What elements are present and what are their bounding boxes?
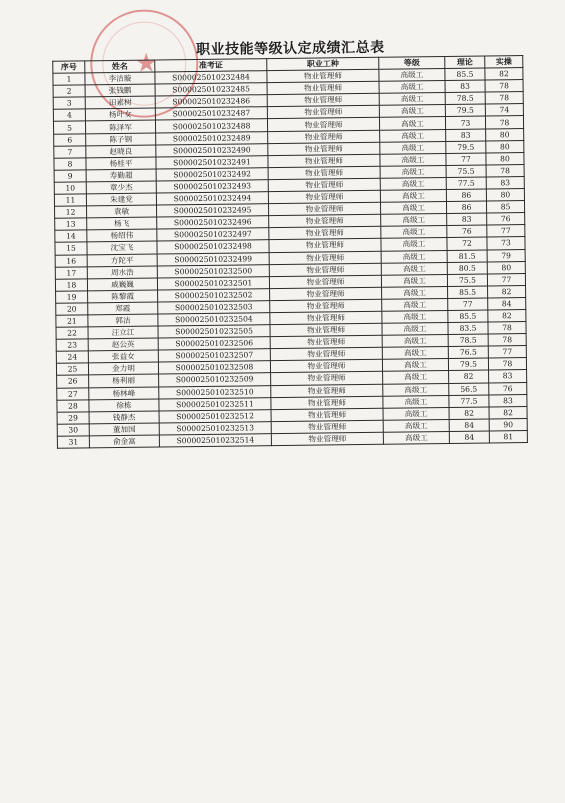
cell-occupation: 物业管理师 (267, 106, 379, 119)
cell-seq: 12 (55, 206, 87, 218)
cell-seq: 31 (57, 436, 89, 448)
cell-occupation: 物业管理师 (271, 396, 383, 409)
cell-name: 董加国 (89, 423, 159, 436)
cell-ticket-no: S000025010232512 (159, 409, 271, 422)
cell-practice: 80 (486, 152, 524, 165)
cell-occupation: 物业管理师 (271, 372, 383, 385)
cell-ticket-no: S000025010232497 (157, 228, 269, 241)
cell-practice: 79 (487, 249, 525, 262)
cell-occupation: 物业管理师 (270, 311, 382, 324)
cell-theory: 86 (446, 201, 486, 214)
cell-occupation: 物业管理师 (269, 275, 381, 288)
cell-seq: 17 (55, 266, 87, 278)
cell-practice: 82 (489, 406, 527, 419)
cell-ticket-no: S000025010232499 (157, 252, 269, 265)
cell-occupation: 物业管理师 (270, 348, 382, 361)
cell-seq: 3 (53, 97, 85, 109)
cell-name: 徐栋 (89, 399, 159, 412)
cell-occupation: 物业管理师 (269, 202, 381, 215)
cell-practice: 80 (487, 261, 525, 274)
cell-theory: 84 (449, 431, 489, 444)
cell-occupation: 物业管理师 (270, 360, 382, 373)
cell-practice: 80 (486, 189, 524, 202)
cell-name: 杨飞 (87, 217, 157, 230)
cell-occupation: 物业管理师 (267, 69, 379, 82)
cell-theory: 76 (447, 225, 487, 238)
cell-occupation: 物业管理师 (270, 323, 382, 336)
cell-theory: 85.5 (448, 310, 488, 323)
cell-practice: 78 (488, 334, 526, 347)
cell-level: 高级工 (380, 177, 446, 190)
cell-name: 张益女 (88, 350, 158, 363)
cell-ticket-no: S000025010232507 (158, 349, 270, 362)
cell-seq: 18 (55, 279, 87, 291)
cell-level: 高级工 (380, 129, 446, 142)
cell-name: 陈子钢 (86, 133, 156, 146)
cell-level: 高级工 (381, 226, 447, 239)
header-level: 等级 (379, 56, 445, 69)
cell-theory: 79.5 (448, 358, 488, 371)
cell-theory: 83.5 (448, 322, 488, 335)
cell-name: 李洁璇 (85, 72, 155, 85)
cell-name: 郑霞 (88, 302, 158, 315)
cell-practice: 78 (485, 92, 523, 105)
cell-name: 郭洁 (88, 314, 158, 327)
cell-seq: 19 (56, 291, 88, 303)
cell-seq: 22 (56, 327, 88, 339)
cell-ticket-no: S000025010232510 (159, 385, 271, 398)
cell-seq: 4 (53, 109, 85, 121)
cell-name: 杨叶女 (85, 108, 155, 121)
cell-theory: 77 (448, 298, 488, 311)
cell-name: 陈黎霞 (88, 290, 158, 303)
cell-name: 钱静杰 (89, 411, 159, 424)
cell-theory: 72 (447, 237, 487, 250)
cell-ticket-no: S000025010232506 (158, 337, 270, 350)
cell-practice: 77 (487, 225, 525, 238)
cell-ticket-no: S000025010232495 (157, 204, 269, 217)
cell-practice: 83 (489, 394, 527, 407)
cell-level: 高级工 (382, 298, 448, 311)
cell-name: 朱建党 (86, 193, 156, 206)
cell-theory: 86 (446, 189, 486, 202)
cell-occupation: 物业管理师 (269, 227, 381, 240)
cell-ticket-no: S000025010232511 (159, 397, 271, 410)
cell-name: 杨林峰 (89, 387, 159, 400)
cell-seq: 26 (57, 375, 89, 387)
cell-level: 高级工 (383, 419, 449, 432)
cell-ticket-no: S000025010232498 (157, 240, 269, 253)
cell-level: 高级工 (382, 323, 448, 336)
cell-practice: 80 (486, 140, 524, 153)
cell-seq: 5 (53, 121, 85, 133)
cell-level: 高级工 (381, 214, 447, 227)
cell-practice: 77 (488, 346, 526, 359)
cell-seq: 28 (57, 399, 89, 411)
cell-ticket-no: S000025010232502 (158, 288, 270, 301)
cell-level: 高级工 (380, 190, 446, 203)
cell-occupation: 物业管理师 (267, 118, 379, 131)
cell-ticket-no: S000025010232485 (155, 83, 267, 96)
cell-occupation: 物业管理师 (271, 384, 383, 397)
cell-occupation: 物业管理师 (267, 94, 379, 107)
header-theory: 理论 (445, 56, 485, 69)
cell-level: 高级工 (381, 238, 447, 251)
cell-occupation: 物业管理师 (271, 408, 383, 421)
cell-occupation: 物业管理师 (270, 299, 382, 312)
cell-ticket-no: S000025010232513 (159, 421, 271, 434)
header-name: 姓名 (85, 60, 155, 73)
cell-practice: 82 (488, 309, 526, 322)
cell-theory: 78.5 (445, 92, 485, 105)
cell-level: 高级工 (381, 274, 447, 287)
cell-practice: 77 (487, 273, 525, 286)
cell-theory: 75.5 (447, 274, 487, 287)
cell-seq: 1 (53, 73, 85, 85)
cell-practice: 78 (486, 164, 524, 177)
cell-seq: 25 (56, 363, 88, 375)
cell-theory: 77 (446, 153, 486, 166)
cell-practice: 78 (488, 322, 526, 335)
cell-seq: 30 (57, 424, 89, 436)
cell-theory: 83 (446, 129, 486, 142)
cell-practice: 78 (488, 358, 526, 371)
cell-seq: 16 (55, 254, 87, 266)
cell-ticket-no: S000025010232508 (158, 361, 270, 374)
cell-level: 高级工 (379, 69, 445, 82)
cell-level: 高级工 (379, 93, 445, 106)
cell-name: 陈泽军 (85, 120, 155, 133)
cell-theory: 83 (445, 80, 485, 93)
cell-practice: 73 (487, 237, 525, 250)
cell-level: 高级工 (379, 81, 445, 94)
cell-seq: 8 (54, 158, 86, 170)
cell-practice: 83 (489, 370, 527, 383)
cell-name: 戚巍巍 (87, 278, 157, 291)
cell-theory: 80.5 (447, 262, 487, 275)
cell-ticket-no: S000025010232503 (158, 301, 270, 314)
cell-occupation: 物业管理师 (269, 239, 381, 252)
cell-name: 俞金富 (89, 435, 159, 448)
cell-name: 沈宝飞 (87, 241, 157, 254)
cell-seq: 20 (56, 303, 88, 315)
cell-level: 高级工 (382, 310, 448, 323)
cell-name: 周水浩 (87, 266, 157, 279)
cell-theory: 75.5 (446, 165, 486, 178)
cell-level: 高级工 (383, 407, 449, 420)
cell-occupation: 物业管理师 (271, 420, 383, 433)
cell-theory: 79.5 (445, 104, 485, 117)
cell-ticket-no: S000025010232504 (158, 313, 270, 326)
cell-occupation: 物业管理师 (269, 251, 381, 264)
cell-seq: 7 (54, 146, 86, 158)
cell-seq: 15 (55, 242, 87, 254)
cell-seq: 13 (55, 218, 87, 230)
cell-name: 袁敏 (87, 205, 157, 218)
cell-occupation: 物业管理师 (269, 263, 381, 276)
cell-practice: 84 (488, 297, 526, 310)
cell-level: 高级工 (382, 359, 448, 372)
cell-ticket-no: S000025010232494 (156, 192, 268, 205)
cell-ticket-no: S000025010232496 (157, 216, 269, 229)
table-body (53, 68, 528, 449)
cell-name: 方陀平 (87, 254, 157, 267)
cell-seq: 11 (54, 194, 86, 206)
cell-practice: 76 (487, 213, 525, 226)
cell-practice: 74 (485, 104, 523, 117)
cell-level: 高级工 (382, 335, 448, 348)
cell-practice: 82 (485, 68, 523, 81)
cell-theory: 73 (445, 116, 485, 129)
cell-practice: 81 (489, 430, 527, 443)
cell-level: 高级工 (380, 202, 446, 215)
cell-seq: 27 (57, 387, 89, 399)
cell-occupation: 物业管理师 (268, 190, 380, 203)
cell-ticket-no: S000025010232489 (156, 131, 268, 144)
cell-theory: 78.5 (448, 334, 488, 347)
cell-practice: 83 (486, 176, 524, 189)
document-title: 职业技能等级认定成绩汇总表 (196, 39, 385, 59)
seal-star-icon: ★ (134, 48, 159, 79)
cell-ticket-no: S000025010232492 (156, 167, 268, 180)
cell-name: 汪立江 (88, 326, 158, 339)
cell-level: 高级工 (380, 141, 446, 154)
cell-name: 金力明 (88, 362, 158, 375)
header-seq: 序号 (53, 61, 85, 73)
cell-theory: 85.5 (448, 286, 488, 299)
cell-occupation: 物业管理师 (268, 142, 380, 155)
cell-occupation: 物业管理师 (268, 166, 380, 179)
score-table (52, 55, 528, 449)
cell-ticket-no: S000025010232491 (156, 155, 268, 168)
cell-occupation: 物业管理师 (268, 154, 380, 167)
cell-level: 高级工 (381, 262, 447, 275)
header-practice: 实操 (485, 56, 523, 69)
cell-ticket-no: S000025010232509 (159, 373, 271, 386)
cell-theory: 77.5 (449, 395, 489, 408)
cell-theory: 84 (449, 419, 489, 432)
cell-occupation: 物业管理师 (271, 432, 383, 445)
cell-ticket-no: S000025010232501 (157, 276, 269, 289)
cell-name: 杨桂平 (86, 157, 156, 170)
header-ticket-no: 准考证 (155, 59, 267, 72)
cell-level: 高级工 (381, 250, 447, 263)
cell-level: 高级工 (379, 117, 445, 130)
cell-seq: 14 (55, 230, 87, 242)
cell-occupation: 物业管理师 (268, 130, 380, 143)
cell-seq: 23 (56, 339, 88, 351)
cell-level: 高级工 (380, 153, 446, 166)
cell-name: 寿勤超 (86, 169, 156, 182)
cell-ticket-no: S000025010232484 (155, 71, 267, 84)
cell-theory: 82 (449, 407, 489, 420)
cell-practice: 90 (489, 418, 527, 431)
cell-seq: 29 (57, 412, 89, 424)
cell-practice: 80 (486, 128, 524, 141)
cell-theory: 82 (449, 370, 489, 383)
cell-seq: 24 (56, 351, 88, 363)
cell-practice: 78 (485, 80, 523, 93)
cell-level: 高级工 (382, 347, 448, 360)
cell-practice: 82 (488, 285, 526, 298)
cell-seq: 6 (54, 133, 86, 145)
cell-level: 高级工 (383, 371, 449, 384)
cell-ticket-no: S000025010232500 (157, 264, 269, 277)
cell-name: 章少杰 (86, 181, 156, 194)
cell-practice: 76 (489, 382, 527, 395)
cell-theory: 76.5 (448, 346, 488, 359)
cell-level: 高级工 (383, 395, 449, 408)
cell-level: 高级工 (383, 431, 449, 444)
cell-level: 高级工 (382, 286, 448, 299)
cell-practice: 85 (486, 201, 524, 214)
cell-occupation: 物业管理师 (267, 81, 379, 94)
cell-name: 杨绍伟 (87, 229, 157, 242)
cell-theory: 79.5 (446, 141, 486, 154)
cell-occupation: 物业管理师 (270, 335, 382, 348)
cell-seq: 9 (54, 170, 86, 182)
cell-ticket-no: S000025010232493 (156, 180, 268, 193)
cell-theory: 81.5 (447, 249, 487, 262)
cell-occupation: 物业管理师 (268, 178, 380, 191)
cell-seq: 21 (56, 315, 88, 327)
cell-practice: 78 (485, 116, 523, 129)
cell-ticket-no: S000025010232487 (155, 107, 267, 120)
cell-level: 高级工 (380, 165, 446, 178)
cell-occupation: 物业管理师 (269, 215, 381, 228)
cell-theory: 85.5 (445, 68, 485, 81)
cell-name: 赵晓良 (86, 145, 156, 158)
cell-theory: 77.5 (446, 177, 486, 190)
cell-name: 田素树 (85, 96, 155, 109)
cell-ticket-no: S000025010232514 (159, 434, 271, 447)
header-occupation: 职业工种 (267, 57, 379, 70)
cell-level: 高级工 (383, 383, 449, 396)
cell-seq: 10 (54, 182, 86, 194)
cell-name: 赵公英 (88, 338, 158, 351)
cell-ticket-no: S000025010232505 (158, 325, 270, 338)
cell-seq: 2 (53, 85, 85, 97)
cell-name: 杨利丽 (89, 374, 159, 387)
cell-ticket-no: S000025010232488 (155, 119, 267, 132)
cell-name: 张钱鹏 (85, 84, 155, 97)
cell-occupation: 物业管理师 (270, 287, 382, 300)
cell-theory: 56.5 (449, 383, 489, 396)
cell-ticket-no: S000025010232490 (156, 143, 268, 156)
cell-ticket-no: S000025010232486 (155, 95, 267, 108)
cell-level: 高级工 (379, 105, 445, 118)
cell-theory: 83 (447, 213, 487, 226)
